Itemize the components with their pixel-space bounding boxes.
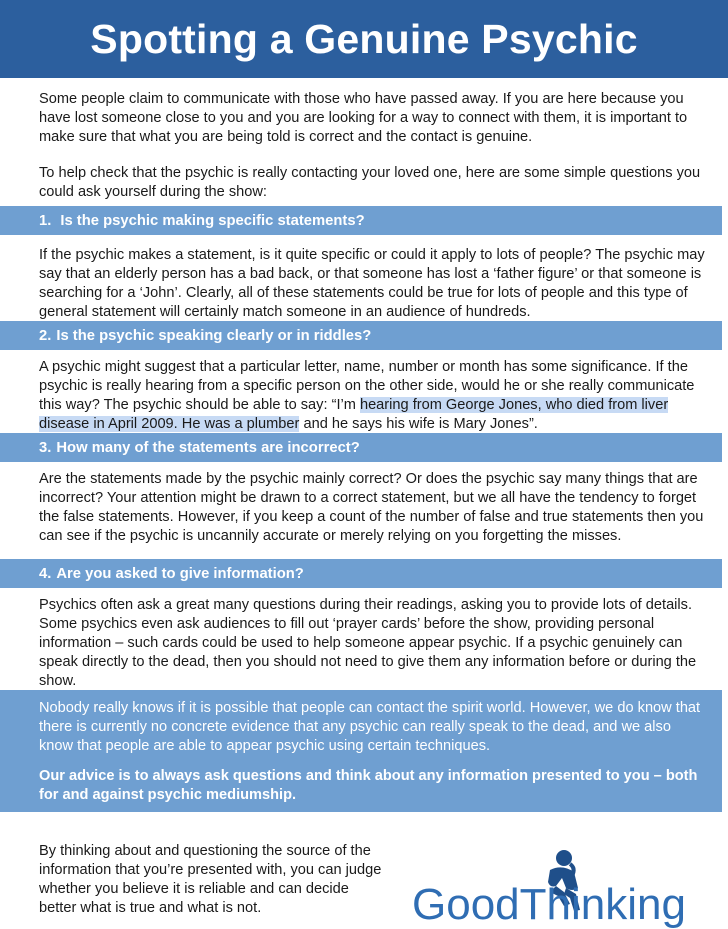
advice-paragraph: Our advice is to always ask questions and think about any information presented to you – both for and against psychic mediumship. xyxy=(39,768,698,803)
intro-paragraph-2: To help check that the psychic is really contacting your loved one, here are some simple questions you could ask yourself during the show: xyxy=(39,165,701,200)
section-3-heading-bar xyxy=(0,433,722,462)
section-2-heading-bar xyxy=(0,321,722,350)
section-4-body: Psychics often ask a great many questions during their readings, asking you to provide lots of details. Some psychics even ask audiences to fill out ‘prayer cards’ before the show, providing personal information – such cards could be used to help someone appear psychic. If a psychic genuinely can speak directly to the dead, then you should not need to give them any information before or during the show. xyxy=(39,597,697,689)
section-3-heading: How many of the statements are incorrect? xyxy=(56,439,360,456)
footer-text: By thinking about and questioning the source of the information that you’re presented with, you can judge whether you believe it is reliable and can decide better what is true and what is not. xyxy=(39,843,382,916)
section-1-heading-bar xyxy=(0,206,722,235)
title-banner xyxy=(0,0,728,78)
conclusion-paragraph: Nobody really knows if it is possible that people can contact the spirit world. However, we do know that there is currently no concrete evidence that any psychic can really speak to the dead, and we also know that people are able to appear psychic using certain techniques. xyxy=(39,700,701,754)
section-2-heading: Is the psychic speaking clearly or in riddles? xyxy=(56,327,372,344)
section-2-number: 2. xyxy=(39,327,52,344)
section-1-heading: Is the psychic making specific statements? xyxy=(60,212,365,229)
section-1-body: If the psychic makes a statement, is it quite specific or could it apply to lots of people? The psychic may say that an elderly person has a bad back, or that someone has lost a ‘father figure’ or that someone is searching for a ‘John’. Clearly, all of these statements could be true for lots of people and this type of general statement will certainly match someone in an audience of hundreds. xyxy=(39,247,705,320)
logo-wordmark: GoodThinking xyxy=(412,880,686,929)
section-3-body: Are the statements made by the psychic mainly correct? Or does the psychic say many things that are incorrect? Your attention might be drawn to a correct statement, but we all have the tendency to forget the false statements. However, if you keep a count of the number of false and true statements then you can see if the psychic is uncannily accurate or merely relying on you forgetting the misses. xyxy=(39,471,704,544)
section-1-number: 1. xyxy=(39,212,52,229)
conclusion-block xyxy=(0,690,722,812)
page-title: Spotting a Genuine Psychic xyxy=(90,15,638,62)
section-4-heading-bar xyxy=(0,559,722,588)
section-3-number: 3. xyxy=(39,439,52,456)
intro-paragraph-1: Some people claim to communicate with those who have passed away. If you are here because you have lost someone close to you and you are looking for a way to connect with them, it is important to make sure that what you are being told is correct and the contact is genuine. xyxy=(39,91,688,145)
section-2-body-start: A psychic might suggest that a particular letter, name, number or month has some significance. If the psychic is really hearing from a specific person on the other side, would he or she really communicate this way? The psychic should be able to say: “I’m xyxy=(39,359,695,413)
section-4-number: 4. xyxy=(39,565,52,582)
section-2-body xyxy=(39,358,705,434)
section-2-body-end: and he says his wife is Mary Jones”. xyxy=(299,416,538,432)
section-4-heading: Are you asked to give information? xyxy=(56,565,304,582)
highlighted-text[interactable]: hearing from George Jones, who died from liver disease in April 2009. He was a plumber xyxy=(39,397,669,432)
goodthinking-logo xyxy=(412,848,728,927)
